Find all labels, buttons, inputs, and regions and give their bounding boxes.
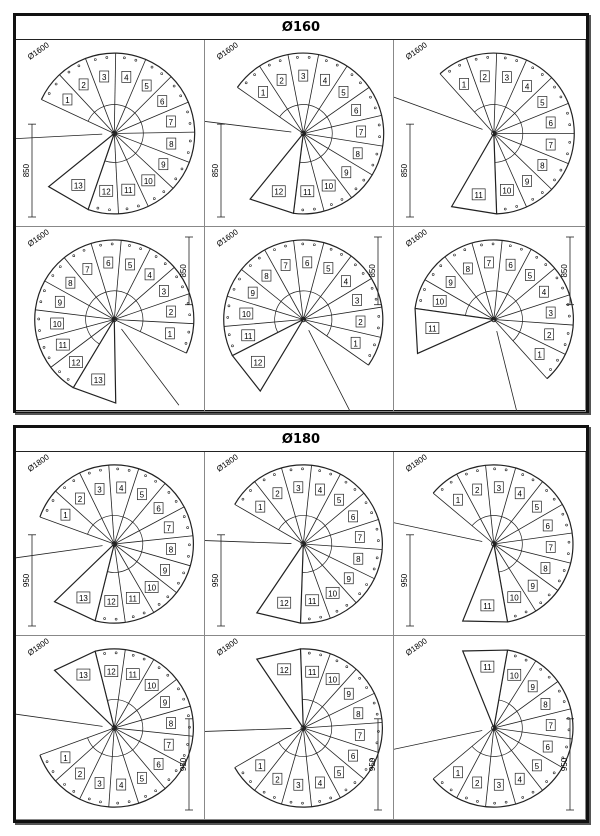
diameter-label: Ø1600 — [25, 40, 51, 62]
step-number: 11 — [128, 670, 137, 680]
step-number: 12 — [253, 358, 263, 368]
step-number: 7 — [548, 141, 553, 151]
step-number: 6 — [350, 512, 356, 522]
step-number: 9 — [346, 574, 352, 584]
landing — [257, 544, 303, 623]
step-number: 12 — [274, 187, 284, 197]
step-number: 5 — [534, 503, 540, 513]
step-edge — [281, 468, 303, 544]
step-number: 7 — [486, 258, 492, 268]
step-number: 4 — [317, 778, 323, 788]
stair-diagram — [394, 40, 586, 227]
panel-d160 — [13, 13, 589, 413]
step-number: 6 — [353, 106, 359, 116]
landing — [55, 544, 115, 621]
step-number: 1 — [537, 350, 542, 360]
stair-plan — [16, 53, 195, 214]
stair-diagram — [16, 452, 205, 636]
step-edge — [114, 536, 193, 544]
step-number: 8 — [543, 700, 548, 710]
step-number: 2 — [275, 489, 280, 499]
diameter-label: Ø1600 — [403, 40, 429, 62]
step-edge — [109, 465, 115, 544]
diameter-label: Ø1600 — [25, 227, 51, 249]
stair-plan — [205, 53, 384, 214]
step-number: 4 — [524, 82, 530, 92]
step-number: 8 — [543, 564, 548, 574]
stair-plan — [394, 465, 573, 622]
step-edge — [494, 533, 572, 544]
step-number: 3 — [97, 779, 102, 789]
step-number: 9 — [161, 160, 166, 170]
step-number: 1 — [63, 511, 68, 521]
step-number: 4 — [317, 486, 323, 496]
step-number: 7 — [357, 731, 363, 741]
step-number: 9 — [162, 698, 168, 708]
step-number: 8 — [465, 264, 471, 274]
step-number: 7 — [168, 117, 174, 127]
step-number: 3 — [496, 781, 502, 791]
step-number: 7 — [548, 721, 553, 731]
step-number: 4 — [343, 277, 349, 287]
stair-plan — [394, 650, 573, 807]
step-number: 2 — [546, 330, 552, 340]
step-edge — [494, 544, 571, 563]
stair-plan — [16, 465, 193, 623]
step-number: 10 — [147, 583, 157, 593]
step-number: 8 — [356, 555, 361, 565]
step-number: 10 — [328, 675, 338, 685]
step-edge — [114, 53, 115, 133]
step-number: 8 — [355, 149, 360, 159]
step-number: 2 — [168, 308, 174, 318]
step-edge — [235, 728, 304, 768]
diameter-label: Ø1800 — [25, 636, 51, 658]
step-number: 11 — [308, 596, 317, 606]
step-number: 10 — [324, 182, 334, 192]
step-number: 13 — [73, 181, 83, 191]
step-number: 7 — [166, 741, 171, 751]
step-number: 1 — [258, 503, 263, 513]
step-number: 1 — [63, 753, 68, 763]
step-edge — [114, 728, 193, 736]
step-edge — [114, 544, 190, 566]
step-edge — [486, 728, 494, 807]
step-number: 1 — [461, 80, 467, 90]
step-number: 9 — [530, 582, 535, 592]
step-edge — [486, 465, 494, 544]
step-number: 2 — [358, 317, 363, 327]
height-label: 950 — [368, 757, 377, 772]
step-number: 3 — [296, 483, 301, 493]
stair-plan — [224, 240, 383, 412]
step-number: 10 — [435, 297, 445, 307]
step-number: 5 — [527, 271, 533, 281]
step-number: 7 — [166, 523, 171, 533]
step-edge — [303, 722, 382, 728]
step-number: 13 — [78, 593, 88, 603]
step-edge — [114, 320, 186, 354]
step-number: 4 — [322, 76, 328, 86]
step-number: 6 — [305, 258, 310, 268]
height-label: 950 — [560, 757, 569, 772]
step-number: 11 — [124, 186, 133, 196]
step-number: 12 — [101, 187, 111, 197]
stair-plan — [35, 240, 194, 405]
step-edge — [433, 728, 494, 779]
step-number: 3 — [102, 72, 107, 82]
stair-diagram — [16, 636, 205, 820]
step-number: 2 — [81, 80, 86, 90]
stair-diagram — [394, 227, 586, 412]
stair-diagram — [205, 40, 394, 227]
step-number: 12 — [279, 599, 289, 609]
stair-diagram — [16, 227, 205, 412]
step-edge — [303, 243, 324, 320]
step-number: 2 — [474, 486, 480, 496]
diameter-label: Ø1800 — [403, 452, 429, 474]
diameter-label: Ø1800 — [214, 452, 240, 474]
step-number: 5 — [534, 761, 540, 771]
step-number: 9 — [530, 682, 535, 692]
step-number: 12 — [279, 665, 289, 675]
step-number: 1 — [353, 339, 358, 349]
step-number: 5 — [326, 264, 331, 274]
step-edge — [494, 320, 573, 326]
step-edge — [114, 320, 193, 324]
step-number: 7 — [283, 261, 288, 271]
height-label: 950 — [179, 757, 188, 772]
landing — [49, 134, 115, 210]
step-edge — [294, 241, 304, 320]
step-number: 7 — [357, 533, 363, 543]
panel-d180 — [13, 425, 589, 823]
stair-plan — [205, 649, 382, 807]
step-edge — [303, 134, 324, 212]
step-number: 10 — [509, 671, 519, 681]
step-edge — [494, 320, 565, 355]
step-edge — [114, 650, 125, 728]
step-number: 3 — [504, 73, 510, 83]
step-number: 2 — [77, 769, 83, 779]
step-number: 1 — [167, 329, 173, 339]
step-number: 13 — [78, 671, 88, 681]
step-number: 4 — [118, 483, 124, 493]
step-number: 6 — [106, 259, 111, 269]
step-number: 2 — [482, 72, 488, 82]
step-edge — [235, 504, 304, 544]
step-edge — [303, 728, 311, 807]
step-number: 4 — [147, 270, 152, 280]
step-number: 11 — [128, 594, 137, 604]
step-number: 11 — [483, 663, 492, 673]
step-number: 8 — [168, 719, 174, 729]
step-number: 11 — [303, 187, 312, 197]
step-number: 1 — [258, 761, 263, 771]
step-number: 3 — [354, 296, 360, 306]
step-number: 4 — [124, 73, 129, 83]
step-number: 5 — [127, 260, 133, 270]
step-edge — [494, 53, 497, 133]
step-number: 12 — [106, 667, 116, 677]
step-edge — [37, 320, 114, 341]
step-number: 1 — [260, 88, 266, 98]
step-number: 10 — [502, 186, 512, 196]
step-number: 5 — [139, 490, 145, 500]
stair-plan — [16, 649, 193, 807]
step-number: 1 — [65, 95, 70, 105]
step-edge — [303, 134, 382, 147]
step-number: 4 — [541, 288, 547, 298]
step-number: 3 — [301, 72, 306, 82]
step-edge — [114, 544, 125, 622]
step-number: 8 — [68, 279, 73, 289]
step-number: 6 — [548, 118, 553, 128]
step-number: 9 — [346, 690, 352, 700]
step-edge — [303, 307, 382, 319]
step-number: 5 — [336, 496, 342, 506]
step-number: 10 — [147, 681, 157, 691]
step-number: 9 — [162, 566, 168, 576]
step-edge — [303, 115, 381, 133]
step-number: 6 — [350, 752, 356, 762]
landing — [55, 651, 115, 728]
step-number: 3 — [496, 483, 502, 493]
step-number: 11 — [474, 190, 483, 200]
height-label: 850 — [211, 163, 220, 178]
step-number: 6 — [156, 504, 161, 514]
step-edge — [494, 468, 516, 544]
diameter-label: Ø1800 — [214, 636, 240, 658]
stair-diagram — [205, 452, 394, 636]
step-number: 6 — [156, 760, 161, 770]
step-number: 9 — [524, 177, 530, 187]
step-number: 1 — [455, 496, 461, 506]
step-number: 7 — [358, 127, 364, 137]
landing — [452, 134, 497, 214]
step-edge — [466, 58, 494, 134]
step-number: 6 — [545, 743, 550, 753]
step-number: 8 — [264, 272, 269, 282]
step-number: 5 — [341, 88, 346, 98]
step-number: 11 — [428, 324, 437, 334]
step-number: 10 — [143, 176, 153, 186]
step-number: 4 — [517, 489, 522, 499]
step-number: 7 — [85, 265, 90, 275]
diameter-label: Ø1800 — [403, 636, 429, 658]
step-number: 8 — [168, 545, 174, 555]
stair-plan — [415, 240, 573, 412]
step-number: 8 — [540, 161, 545, 171]
step-number: 10 — [328, 589, 338, 599]
step-number: 9 — [57, 298, 63, 308]
stair-plan — [394, 53, 574, 214]
step-edge — [109, 728, 115, 807]
height-label: 850 — [179, 264, 188, 278]
step-number: 12 — [71, 358, 81, 368]
step-number: 10 — [52, 319, 62, 329]
step-number: 3 — [161, 287, 167, 297]
stair-diagram — [205, 227, 394, 412]
step-number: 3 — [548, 309, 553, 319]
step-number: 11 — [483, 601, 492, 611]
landing — [257, 649, 303, 728]
step-number: 9 — [448, 278, 453, 288]
step-number: 2 — [279, 76, 284, 86]
landing — [250, 134, 303, 214]
step-edge — [494, 709, 571, 728]
diameter-label: Ø1600 — [403, 227, 429, 249]
step-number: 6 — [160, 97, 165, 107]
step-number: 6 — [545, 521, 550, 531]
step-edge — [114, 134, 118, 214]
step-edge — [114, 132, 194, 133]
step-number: 2 — [275, 775, 280, 785]
stair-plan — [205, 465, 382, 623]
step-number: 8 — [169, 140, 174, 150]
height-label: 950 — [22, 573, 31, 588]
panel-title: Ø160 — [16, 16, 586, 40]
step-number: 3 — [97, 485, 102, 495]
height-label: 850 — [400, 163, 409, 178]
step-number: 5 — [144, 82, 149, 92]
stair-diagram — [394, 452, 586, 636]
step-number: 8 — [356, 709, 361, 719]
step-number: 4 — [118, 781, 124, 791]
step-number: 10 — [509, 593, 519, 603]
step-number: 12 — [106, 597, 116, 607]
step-edge — [303, 465, 311, 544]
diameter-label: Ø1800 — [25, 452, 51, 474]
step-number: 11 — [58, 341, 67, 351]
step-number: 5 — [540, 98, 545, 108]
step-number: 1 — [455, 768, 461, 778]
step-number: 11 — [308, 668, 317, 678]
step-edge — [494, 728, 572, 739]
step-number: 13 — [93, 375, 103, 385]
step-number: 5 — [139, 774, 145, 784]
step-edge — [494, 728, 516, 804]
step-number: 6 — [508, 261, 513, 271]
diameter-label: Ø1600 — [214, 227, 240, 249]
step-edge — [303, 317, 381, 338]
step-edge — [433, 493, 494, 544]
stair-diagram — [394, 636, 586, 820]
step-number: 2 — [77, 495, 83, 505]
step-number: 10 — [241, 310, 251, 320]
step-number: 4 — [517, 775, 522, 785]
step-number: 5 — [336, 768, 342, 778]
stair-diagram — [205, 636, 394, 820]
panel-title: Ø180 — [16, 428, 586, 452]
height-label: 850 — [560, 264, 569, 278]
diameter-label: Ø1600 — [214, 40, 240, 62]
stair-diagram — [16, 40, 205, 227]
step-edge — [281, 728, 303, 804]
step-number: 11 — [244, 331, 253, 341]
step-edge — [114, 706, 190, 728]
step-edge — [303, 544, 382, 550]
step-number: 9 — [250, 289, 255, 299]
height-label: 950 — [400, 573, 409, 588]
step-number: 3 — [296, 781, 301, 791]
height-label: 950 — [211, 573, 220, 588]
step-edge — [494, 240, 502, 319]
height-label: 850 — [22, 163, 31, 178]
height-label: 850 — [368, 264, 377, 278]
step-edge — [35, 310, 114, 320]
step-number: 9 — [344, 168, 349, 178]
step-edge — [472, 243, 494, 319]
step-number: 7 — [548, 543, 553, 553]
step-number: 2 — [474, 778, 480, 788]
